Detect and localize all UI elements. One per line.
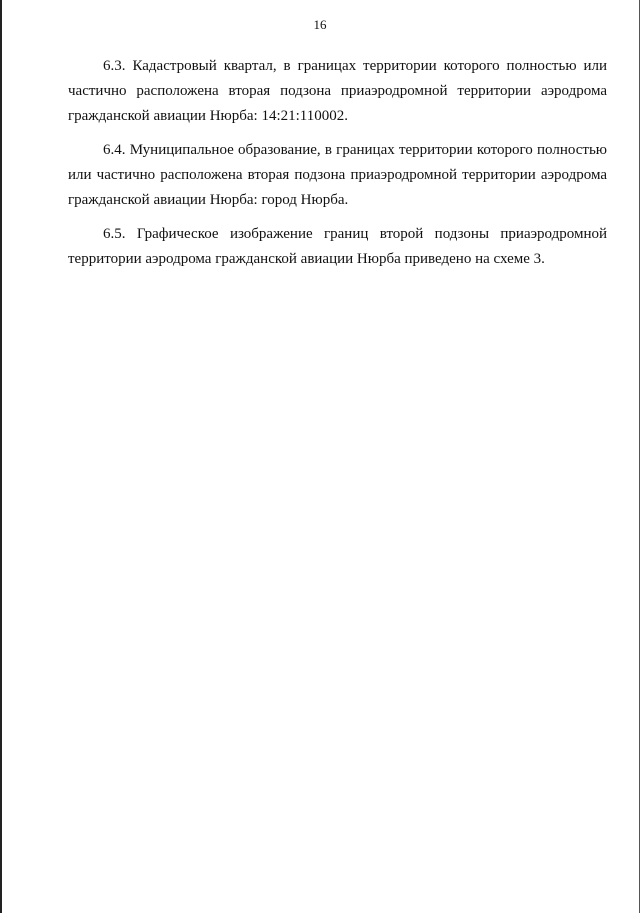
scan-edge-left	[0, 0, 2, 913]
document-body	[68, 54, 607, 281]
paragraph-6-4: 6.4. Муниципальное образование, в границах территории которого полностью или частично расположена вторая подзона приаэродромной территории аэродрома гражданской авиации Нюрба: город Нюрба.	[68, 142, 607, 208]
paragraph-6-3: 6.3. Кадастровый квартал, в границах территории которого полностью или частично расположена вторая подзона приаэродромной территории аэродрома гражданской авиации Нюрба: 14:21:110002.	[68, 58, 607, 124]
page-number: 16	[313, 17, 327, 32]
paragraph-6-5: 6.5. Графическое изображение границ второй подзоны приаэродромной территории аэродрома гражданской авиации Нюрба приведено на схеме 3.	[68, 226, 607, 267]
